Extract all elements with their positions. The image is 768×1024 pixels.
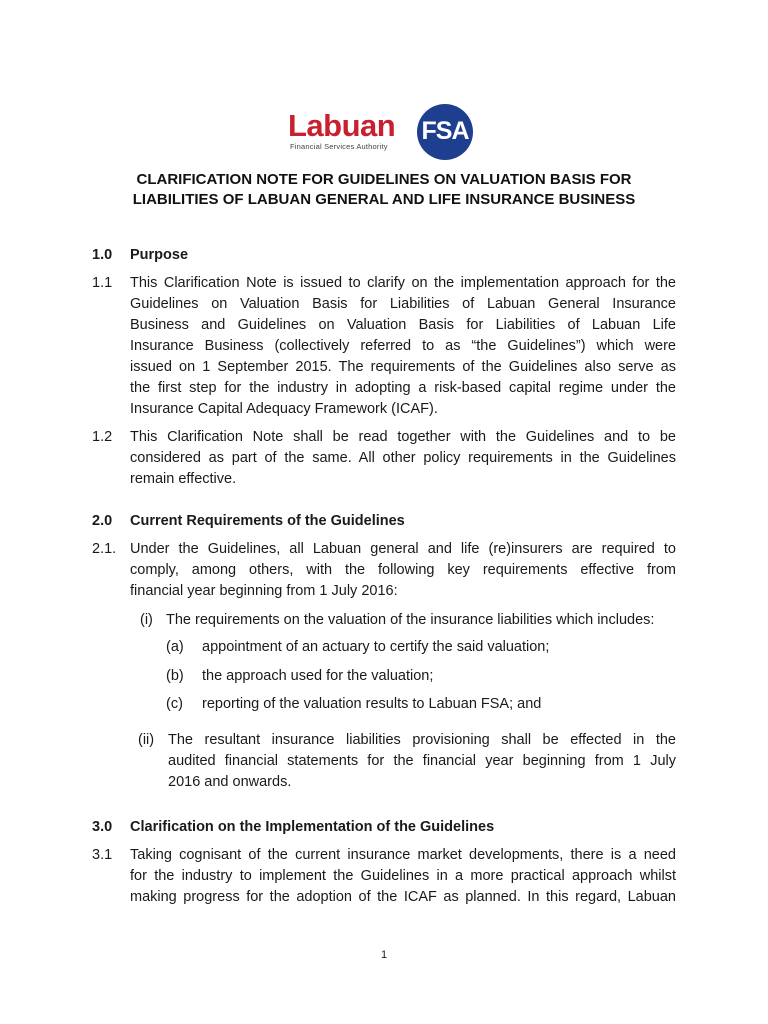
text-line: audited financial statements for the financial year beginning from 1 July	[168, 753, 676, 769]
text-line: comply, among others, with the following key requirements effective from	[130, 562, 676, 578]
list-item-text: appointment of an actuary to certify the said valuation;	[202, 639, 550, 655]
text-line: 2016 and onwards.	[168, 774, 292, 790]
logo-subtitle: Financial Services Authority	[290, 142, 388, 151]
text-line: This Clarification Note is issued to clarify on the implementation approach for the	[130, 275, 676, 291]
text-line: Guidelines on Valuation Basis for Liabilities of Labuan General Insurance	[130, 296, 676, 312]
list-item-text	[168, 730, 676, 793]
text-line: the first step for the industry in adopting a risk-based capital regime under the	[130, 380, 676, 396]
list-item-number: (a)	[166, 639, 184, 655]
section-title: Purpose	[130, 247, 189, 263]
document-title	[100, 170, 668, 210]
paragraph-number: 2.1.	[92, 541, 117, 557]
labuan-fsa-logo	[288, 104, 484, 160]
paragraph-text	[130, 845, 676, 908]
paragraph-number: 3.1	[92, 847, 113, 863]
section-number: 2.0	[92, 513, 113, 529]
text-line: Taking cognisant of the current insurance market developments, there is a need	[130, 847, 676, 863]
list-item-text: The requirements on the valuation of the insurance liabilities which includes:	[166, 612, 655, 628]
text-line: Business and Guidelines on Valuation Basis for Liabilities of Labuan Life	[130, 317, 676, 333]
paragraph-number: 1.2	[92, 429, 113, 445]
paragraph-text	[130, 273, 676, 420]
text-line: Under the Guidelines, all Labuan general and life (re)insurers are required to	[130, 541, 676, 557]
paragraph-number: 1.1	[92, 275, 113, 291]
text-line: making progress for the adoption of the ICAF as planned. In this regard, Labuan	[130, 889, 676, 905]
text-line: considered as part of the same. All other policy requirements in the Guidelines	[130, 450, 676, 466]
text-line: Insurance Business (collectively referred to as “the Guidelines”) which were	[130, 338, 676, 354]
list-item-number: (ii)	[138, 732, 155, 748]
title-line-2: LIABILITIES OF LABUAN GENERAL AND LIFE INSURANCE BUSINESS	[132, 191, 636, 208]
text-line: for the industry to implement the Guidelines in a more practical approach whilst	[130, 868, 676, 884]
text-line: The resultant insurance liabilities provisioning shall be effected in the	[168, 732, 676, 748]
text-line: remain effective.	[130, 471, 237, 487]
logo-word: Labuan	[288, 108, 396, 143]
section-number: 1.0	[92, 247, 113, 263]
text-line: issued on 1 September 2015. The requirements of the Guidelines also serve as	[130, 359, 676, 375]
list-item-number: (i)	[140, 612, 153, 628]
title-line-1: CLARIFICATION NOTE FOR GUIDELINES ON VALUATION BASIS FOR	[136, 171, 632, 188]
section-heading-1	[92, 245, 188, 265]
list-item-text: reporting of the valuation results to Labuan FSA; and	[202, 696, 542, 712]
logo-fsa: FSA	[421, 117, 469, 145]
list-item-text: the approach used for the valuation;	[202, 668, 434, 684]
list-item-number: (b)	[166, 668, 184, 684]
list-item-number: (c)	[166, 696, 183, 712]
text-line: Insurance Capital Adequacy Framework (ICAF).	[130, 401, 438, 417]
paragraph-text	[130, 539, 676, 602]
section-title: Clarification on the Implementation of the Guidelines	[130, 819, 495, 835]
section-number: 3.0	[92, 819, 113, 835]
page-number: 1	[380, 949, 388, 961]
text-line: financial year beginning from 1 July 2016:	[130, 583, 398, 599]
section-heading-2	[92, 511, 405, 531]
text-line: This Clarification Note shall be read together with the Guidelines and to be	[130, 429, 676, 445]
paragraph-text	[130, 427, 676, 490]
section-title: Current Requirements of the Guidelines	[130, 513, 405, 529]
section-heading-3	[92, 817, 494, 837]
